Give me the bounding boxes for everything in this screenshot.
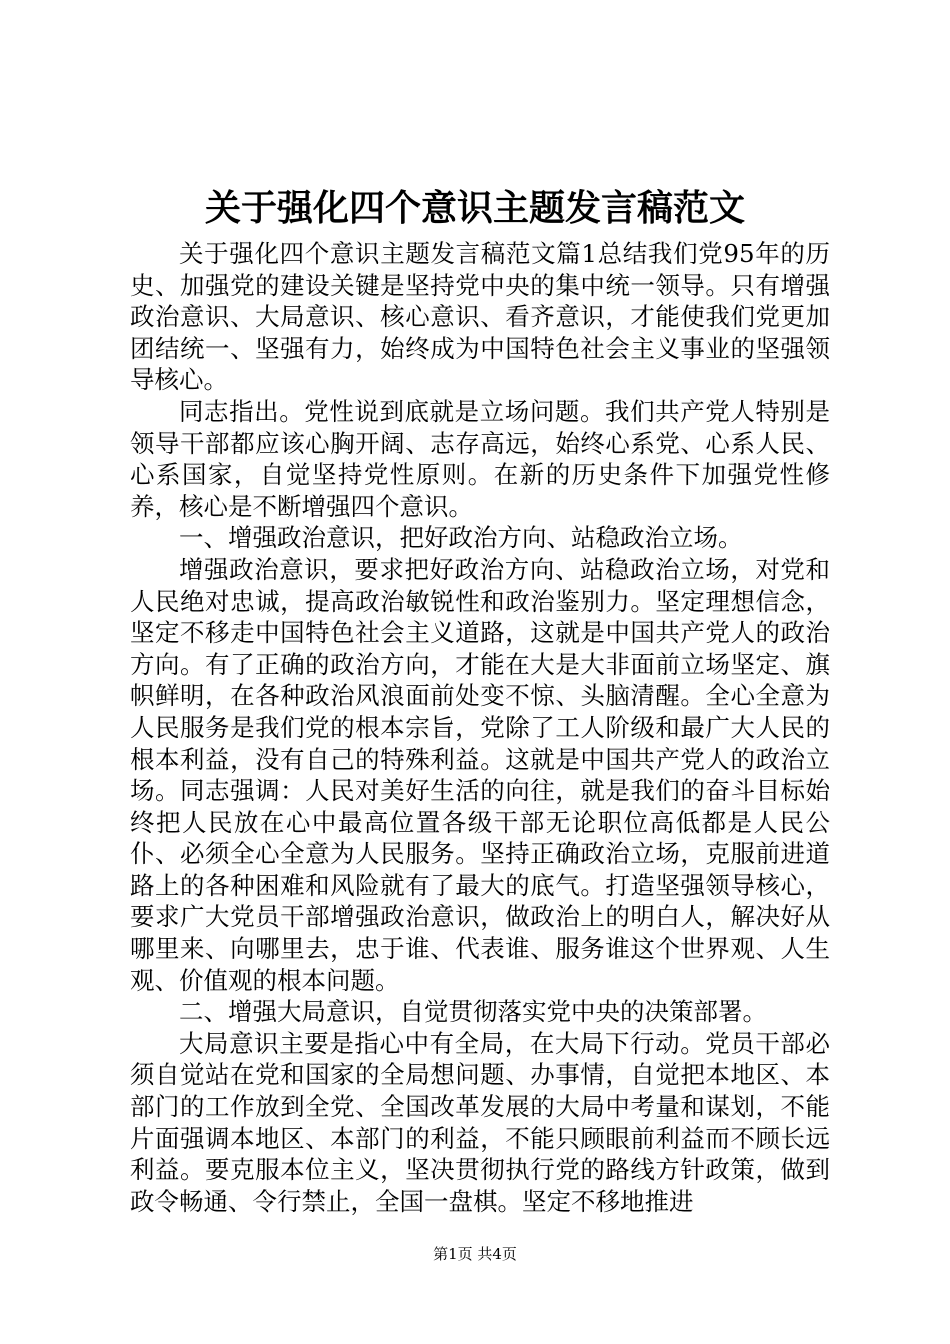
paragraph-3: 增强政治意识，要求把好政治方向、站稳政治立场，对党和人民绝对忠诚，提高政治敏锐性和政治鉴别力。坚定理想信念，坚定不移走中国特色社会主义道路，这就是中国共产党人的政治方向。有了正确的政治方向，才能在大是大非面前立场坚定、旗帜鲜明，在各种政治风浪面前处变不惊、头脑清醒。全心全意为人民服务是我们党的根本宗旨，党除了工人阶级和最广大人民的根本利益，没有自己的特殊利益。这就是中国共产党人的政治立场。同志强调：人民对美好生活的向往，就是我们的奋斗目标始终把人民放在心中最高位置各级干部无论职位高低都是人民公仆、必须全心全意为人民服务。坚持正确政治立场，克服前进道路上的各种困难和风险就有了最大的底气。打造坚强领导核心，要求广大党员干部增强政治意识，做政治上的明白人，解决好从哪里来、向哪里去，忠于谁、代表谁、服务谁这个世界观、人生观、价值观的根本问题。 — [130, 554, 830, 995]
document-title: 关于强化四个意识主题发言稿范文 — [204, 187, 745, 229]
document-body — [130, 238, 830, 1217]
paragraph-4: 大局意识主要是指心中有全局，在大局下行动。党员干部必须自觉站在党和国家的全局想问题、办事情，自觉把本地区、本部门的工作放到全党、全国改革发展的大局中考量和谋划，不能片面强调本地区、本部门的利益，不能只顾眼前利益而不顾长远利益。要克服本位主义，坚决贯彻执行党的路线方针政策，做到政令畅通、令行禁止，全国一盘棋。坚定不移地推进 — [130, 1028, 830, 1216]
page-footer: 第1页 共4页 — [433, 1245, 517, 1263]
paragraph-1: 关于强化四个意识主题发言稿范文篇1总结我们党95年的历史、加强党的建设关键是坚持党中央的集中统一领导。只有增强政治意识、大局意识、核心意识、看齐意识，才能使我们党更加团结统一、坚强有力，始终成为中国特色社会主义事业的坚强领导核心。 — [130, 239, 830, 395]
section-heading-2: 二、增强大局意识，自觉贯彻落实党中央的决策部署。 — [179, 997, 767, 1027]
section-heading-1: 一、增强政治意识，把好政治方向、站稳政治立场。 — [179, 523, 743, 553]
paragraph-2: 同志指出。党性说到底就是立场问题。我们共产党人特别是领导干部都应该心胸开阔、志存高远，始终心系党、心系人民、心系国家，自觉坚持党性原则。在新的历史条件下加强党性修养，核心是不断增强四个意识。 — [130, 396, 830, 521]
